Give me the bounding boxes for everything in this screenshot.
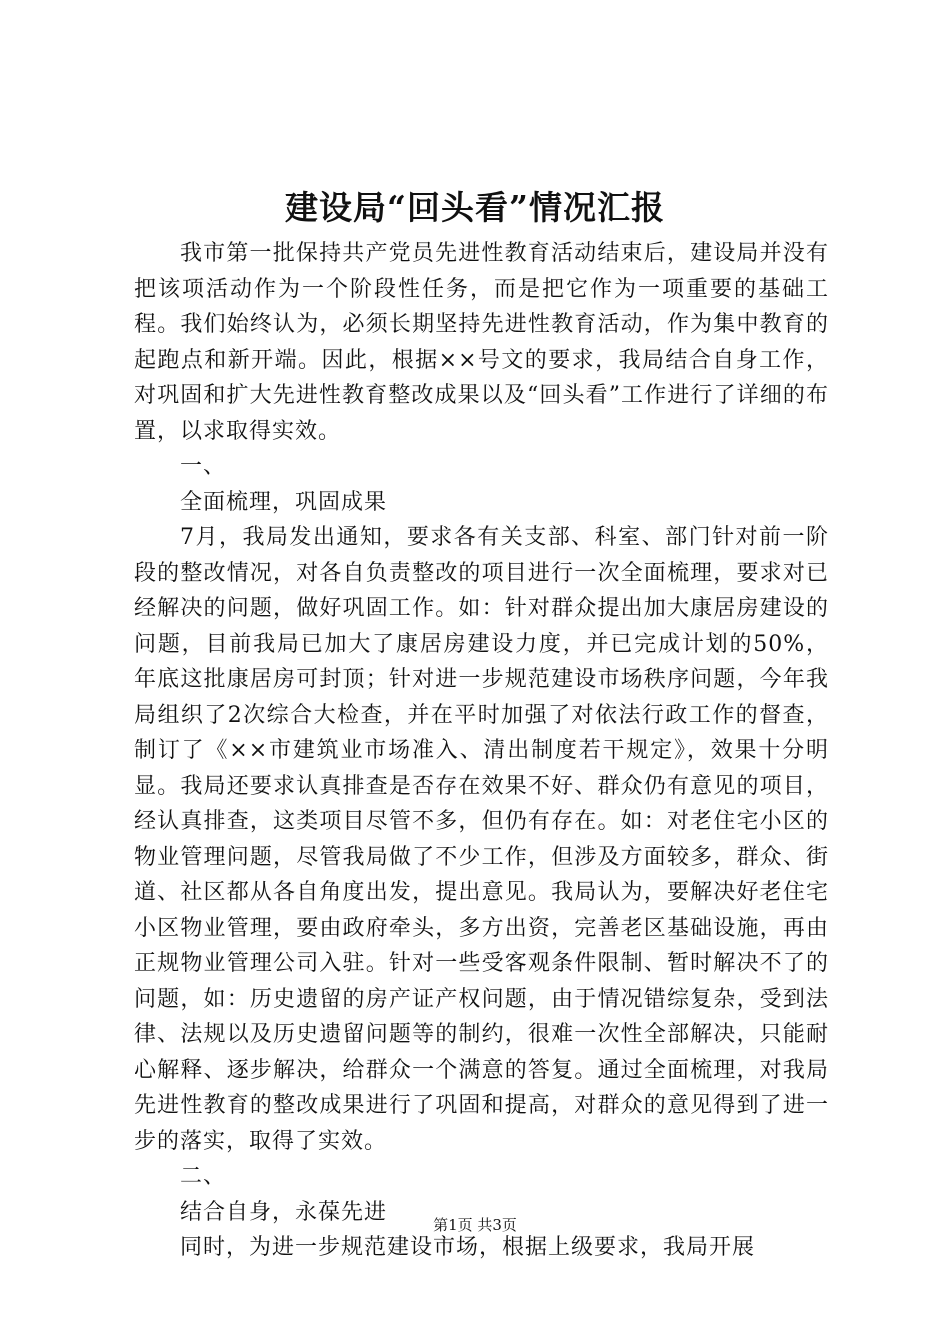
section-1-paragraph: 7月，我局发出通知，要求各有关支部、科室、部门针对前一阶段的整改情况，对各自负责整改的项目进行一次全面梳理，要求对已经解决的问题，做好巩固工作。如：针对群众提出加大康居房建设的问题，目前我局已加大了康居房建设力度，并已完成计划的50%，年底这批康居房可封顶；针对进一步规范建设市场秩序问题，今年我局组织了2次综合大检查，并在平时加强了对依法行政工作的督查，制订了《××市建筑业市场准入、清出制度若干规定》，效果十分明显。我局还要求认真排查是否存在效果不好、群众仍有意见的项目，经认真排查，这类项目尽管不多，但仍有存在。如：对老住宅小区的物业管理问题，尽管我局做了不少工作，但涉及方面较多，群众、街道、社区都从各自角度出发，提出意见。我局认为，要解决好老住宅小区物业管理，要由政府牵头，多方出资，完善老区基础设施，再由正规物业管理公司入驻。针对一些受客观条件限制、暂时解决不了的问题，如：历史遗留的房产证产权问题，由于情况错综复杂，受到法律、法规以及历史遗留问题等的制约，很难一次性全部解决，只能耐心解释、逐步解决，给群众一个满意的答复。通过全面梳理，对我局先进性教育的整改成果进行了巩固和提高，对群众的意见得到了进一步的落实，取得了实效。: [134, 525, 829, 1154]
section-2-paragraph: 同时，为进一步规范建设市场，根据上级要求，我局开展: [180, 1235, 756, 1260]
document-title: 建设局“回头看”情况汇报: [285, 188, 665, 227]
section-1-heading: 全面梳理，巩固成果: [180, 489, 388, 515]
document-body: [134, 236, 829, 1266]
section-1-number: 一、: [180, 454, 227, 479]
section-2-heading: 结合自身，永葆先进: [180, 1199, 388, 1225]
section-2-number: 二、: [180, 1164, 227, 1189]
intro-paragraph: 我市第一批保持共产党员先进性教育活动结束后，建设局并没有把该项活动作为一个阶段性任务，而是把它作为一项重要的基础工程。我们始终认为，必须长期坚持先进性教育活动，作为集中教育的起跑点和新开端。因此，根据××号文的要求，我局结合自身工作，对巩固和扩大先进性教育整改成果以及“回头看”工作进行了详细的布置，以求取得实效。: [134, 241, 829, 444]
page-footer: 第1页 共3页: [433, 1216, 517, 1234]
